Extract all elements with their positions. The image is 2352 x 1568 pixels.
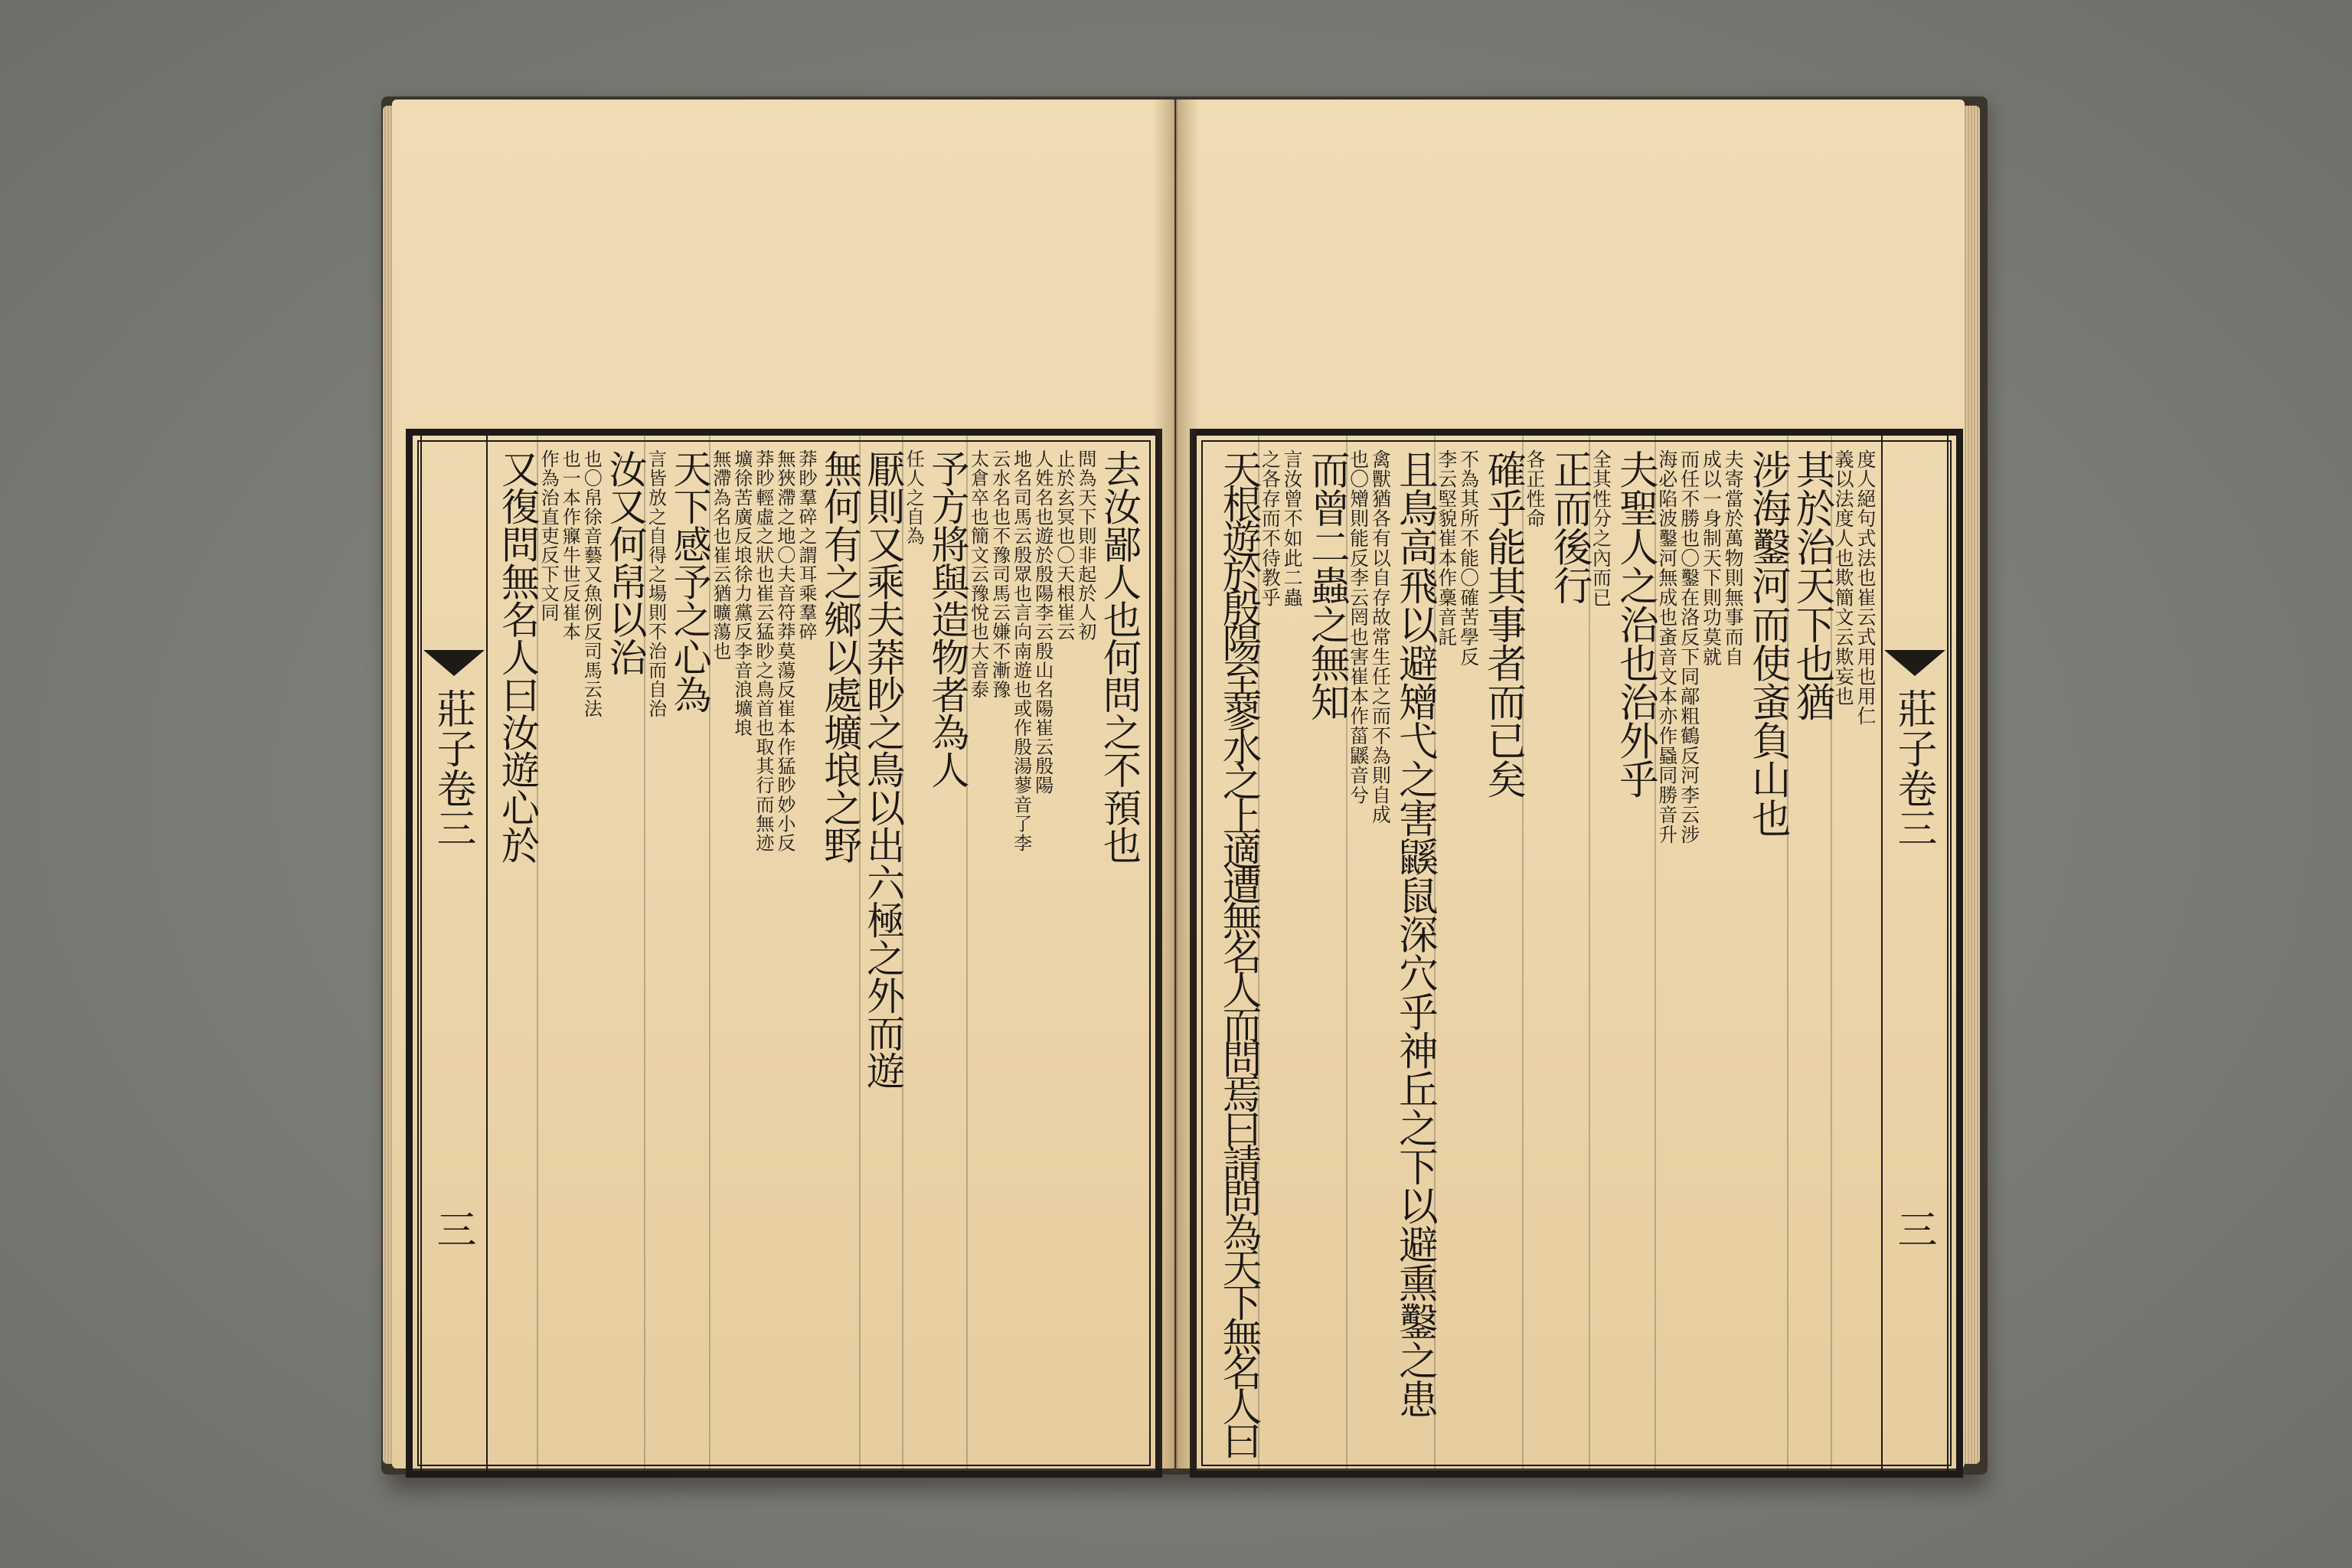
commentary-column: 李云堅貌崔本作稾音託 xyxy=(1435,449,1458,647)
main-text-column: 夫聖人之治也治外乎 xyxy=(1612,449,1658,799)
column-rule xyxy=(1589,436,1590,1471)
commentary-column: 人姓名也遊於殷陽李云殷山名陽崔云殷陽 xyxy=(1031,449,1054,795)
column-rule xyxy=(709,436,710,1471)
commentary-column: 地名司馬云殷眾也言向南遊也或作殷湯蓼音了李 xyxy=(1010,449,1032,853)
band-title: 莊子卷三 xyxy=(1890,688,1936,848)
commentary-column: 言皆放之自得之場則不治而自治 xyxy=(645,449,667,718)
main-text-column: 天根遊於殷陽至蓼水之上適遭無名人而問焉曰請問為天下無名人曰 xyxy=(1215,449,1262,1456)
main-text-column: 正而後行 xyxy=(1546,449,1592,605)
commentary-column: 莽眇羣碎之謂耳乘羣碎 xyxy=(795,449,817,642)
commentary-column: 而任不勝也〇鑿在洛反下同鄗粗鶴反河李云涉 xyxy=(1677,449,1700,844)
main-text-column: 而曾二蟲之無知 xyxy=(1303,449,1350,721)
main-text-column: 涉海鑿河而使蚉負山也 xyxy=(1744,449,1791,837)
commentary-column: 海必陷波鑿河無成也蚉音文本亦作蟁同勝音升 xyxy=(1655,449,1678,844)
commentary-column: 之各存而不待教乎 xyxy=(1259,449,1282,608)
main-text-column: 天下感予之心為 xyxy=(667,449,713,713)
band-title: 莊子卷三 xyxy=(430,688,475,848)
commentary-column: 云水名也不豫司馬云嫌不漸豫 xyxy=(988,449,1011,699)
main-text-column: 且鳥高飛以避矰弋之害鼷鼠深穴乎神丘之下以避熏鑿之患 xyxy=(1391,449,1438,1418)
fold-band xyxy=(420,436,488,1471)
commentary-column: 無滯為名也崔云猶曠蕩也 xyxy=(709,449,731,661)
commentary-column: 各正性命 xyxy=(1523,449,1546,529)
commentary-column: 作為治直吏反下文同 xyxy=(537,449,560,622)
commentary-column: 也〇帠徐音藝又魚例反司馬云法 xyxy=(580,449,603,718)
commentary-column: 壙徐苦廣反埌徐力黨反李音浪壙埌 xyxy=(730,449,753,737)
fish-tail-mark xyxy=(1884,650,1945,676)
column-rule xyxy=(1258,436,1259,1471)
right-page xyxy=(1176,100,1965,1468)
commentary-column: 也〇矰則能反李云罔也害崔本作菑鼷音兮 xyxy=(1347,449,1370,805)
commentary-column: 全其性分之內而已 xyxy=(1589,449,1612,608)
commentary-column: 莽眇輕虛之狀也崔云猛眇之鳥首也取其行而無迹 xyxy=(752,449,774,853)
column-rule xyxy=(1787,436,1788,1471)
commentary-column: 義以法度人也欺簡文云欺妄也 xyxy=(1832,449,1855,707)
commentary-column: 言汝曾不如此二蟲 xyxy=(1281,449,1304,608)
column-rule xyxy=(902,436,903,1471)
left-text-frame xyxy=(406,429,1162,1478)
main-text-column: 其於治天下也猶 xyxy=(1788,449,1835,721)
folio-number: 三 xyxy=(1890,1209,1936,1249)
commentary-column: 成以一身制天下則功莫就 xyxy=(1700,449,1723,667)
folio-number: 三 xyxy=(430,1209,475,1249)
commentary-column: 不為其所不能〇確苦學反 xyxy=(1457,449,1480,667)
column-rule xyxy=(859,436,861,1471)
main-text-column: 無何有之鄉以處壙埌之野 xyxy=(818,449,864,864)
commentary-column: 度人絕句式法也崔云式用也用仁 xyxy=(1854,449,1877,727)
column-rule xyxy=(537,436,538,1471)
main-text-column: 確乎能其事者而已矣 xyxy=(1480,449,1527,799)
column-rule xyxy=(966,436,968,1471)
main-text-column: 又復問無名人曰汝遊心於 xyxy=(495,449,541,864)
main-text-column: 予方將與造物者為人 xyxy=(925,449,971,789)
column-rule xyxy=(644,436,645,1471)
commentary-column: 無狹滯之地〇夫音符莽莫蕩反崔本作猛眇妙小反 xyxy=(773,449,795,853)
left-page xyxy=(392,100,1174,1468)
column-rule xyxy=(1434,436,1436,1471)
column-rule xyxy=(1346,436,1348,1471)
commentary-column: 夫寄當於萬物則無事而自 xyxy=(1722,449,1745,667)
commentary-column: 也一本作寱牛世反崔本 xyxy=(559,449,581,642)
main-text-column: 厭則又乘夫莽眇之鳥以出六極之外而遊 xyxy=(861,449,906,1089)
commentary-column: 任人之自為 xyxy=(903,449,925,546)
column-rule xyxy=(1655,436,1656,1471)
fold-band xyxy=(1881,436,1949,1471)
main-text-column: 去汝鄙人也何問之不預也 xyxy=(1096,449,1142,864)
commentary-column: 止於玄冥也〇天根崔云 xyxy=(1053,449,1075,642)
main-text-column: 汝又何帠以治 xyxy=(603,449,648,675)
column-rule xyxy=(1831,436,1832,1471)
right-text-frame xyxy=(1190,429,1963,1478)
column-rule xyxy=(1522,436,1524,1471)
commentary-column: 問為天下則非起於人初 xyxy=(1074,449,1096,642)
fish-tail-mark xyxy=(423,650,485,676)
book-gutter xyxy=(1153,100,1199,1468)
commentary-column: 禽獸猶各有以自存故常生任之而不為則自成 xyxy=(1369,449,1392,825)
commentary-column: 太倉卒也簡文云豫悅也大音泰 xyxy=(967,449,989,699)
